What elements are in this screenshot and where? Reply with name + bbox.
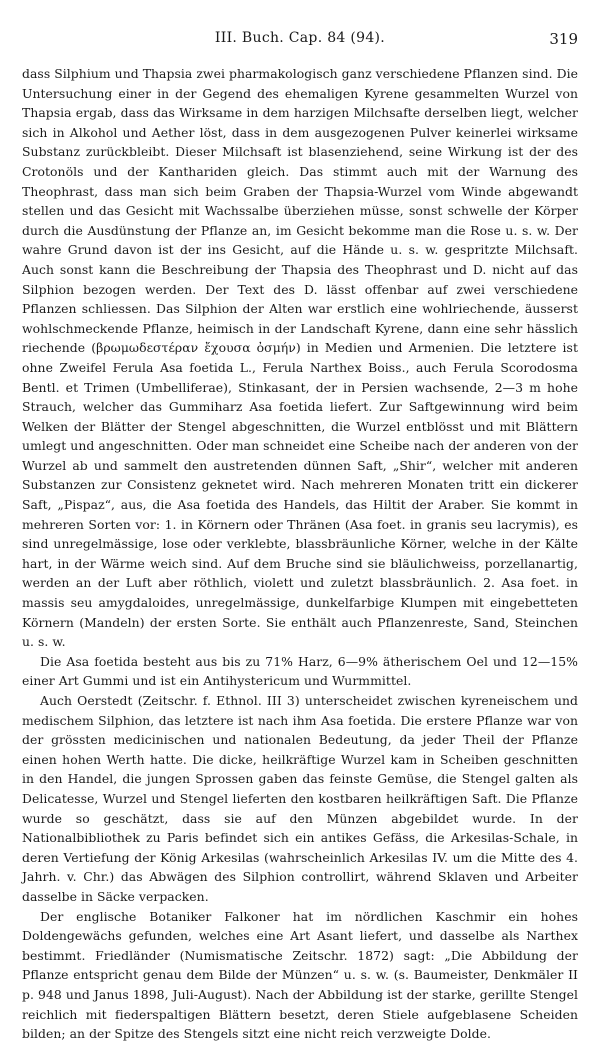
running-head: III. Buch. Cap. 84 (94). bbox=[214, 30, 386, 46]
page-number: 319 bbox=[549, 30, 578, 48]
body-text bbox=[22, 64, 578, 1044]
paragraph-4: Der englische Botaniker Falkoner hat im nördlichen Kaschmir ein hohes Doldengewächs gefunden, welches eine Art Asant liefert, und dasselbe als Narthex bestimmt. Friedländer (Numismatische Zeitschr. 1872) sagt: „Die Abbildung der Pflanze entspricht genau dem Bilde der Münzen“ u. s. w. (s. Baumeister, Denkmäler II p. 948 und Janus 1898, Juli-August). Nach der Abbildung ist der starke, gerillte Stengel reichlich mit fiederspaltigen Blättern besetzt, deren Stiele aufgeblasene Scheiden bilden; an der Spitze des Stengels sitzt eine nicht reich verzweigte Dolde. bbox=[22, 908, 578, 1042]
page-header bbox=[22, 30, 578, 52]
paragraph-3: Auch Oerstedt (Zeitschr. f. Ethnol. III 3) unterscheidet zwischen kyreneischem und medischem Silphion, das letztere ist nach ihm Asa foetida. Die erstere Pflanze war von der grössten medicinischen und nationalen Bedeutung, da jeder Theil der Pflanze einen hohen Werth hatte. Die dicke, heilkräftige Wurzel kam in Scheiben geschnitten in den Handel, die jungen Sprossen gaben das feinste Gemüse, die Stengel galten als Delicatesse, Wurzel und Stengel lieferten den kostbaren heilkräftigen Saft. Die Pflanze wurde so geschätzt, dass sie auf den Münzen abgebildet wurde. In der Nationalbibliothek zu Paris befindet sich ein antikes Gefäss, die Arkesilas-Schale, in deren Vertiefung der König Arkesilas (wahrscheinlich Arkesilas IV. um die Mitte des 4. Jahrh. v. Chr.) das Abwägen des Silphion controllirt, während Sklaven und Arbeiter dasselbe in Säcke verpacken. bbox=[22, 693, 578, 904]
paragraph-2: Die Asa foetida besteht aus bis zu 71% Harz, 6—9% ätherischem Oel und 12—15% einer Art Gummi und ist ein Antihystericum und Wurmmittel. bbox=[22, 653, 578, 689]
paragraph-1: dass Silphium und Thapsia zwei pharmakologisch ganz verschiedene Pflanzen sind. Die Untersuchung einer in der Gegend des ehemaligen Kyrene gesammelten Wurzel von Thapsia ergab, dass das Wirksame in dem harzigen Milchsafte derselben liegt, welcher sich in Alkohol und Aether löst, dass in dem ausgezogenen Pulver keinerlei wirksame Substanz zurückbleibt. Dieser Milchsaft ist blasenziehend, seine Wirkung ist der des Crotonöls und der Kanthariden gleich. Das stimmt auch mit der Warnung des Theophrast, dass man sich beim Graben der Thapsia-Wurzel vom Winde abgewandt stellen und das Gesicht mit Wachssalbe überziehen müsse, sonst schwelle der Körper durch die Ausdünstung der Pflanze an, im Gesicht bekomme man die Rose u. s. w. Der wahre Grund davon ist der ins Gesicht, auf die Hände u. s. w. gespritzte Milchsaft. Auch sonst kann die Beschreibung der Thapsia des Theophrast und D. nicht auf das Silphion bezogen werden. Der Text des D. lässt offenbar auf zwei verschiedene Pflanzen schliessen. Das Silphion der Alten war erstlich eine wohlriechende, äusserst wohlschmeckende Pflanze, heimisch in der Landschaft Kyrene, dann eine sehr hässlich riechende (βρωμωδεστέραν ἔχουσα ὀσμήν) in Medien und Armenien. Die letztere ist ohne Zweifel Ferula Asa foetida L., Ferula Narthex Boiss., auch Ferula Scorodosma Bentl. et Trimen (Umbelliferae), Stinkasant, der in Persien wachsende, 2—3 m hohe Strauch, welcher das Gummiharz Asa foetida liefert. Zur Saftgewinnung wird beim Welken der Blätter der Stengel abgeschnitten, die Wurzel entblösst und mit Blättern umlegt und angeschnitten. Oder man schneidet eine Scheibe nach der anderen von der Wurzel ab und sammelt den austretenden dünnen Saft, „Shir“, welcher mit anderen Substanzen zur Consistenz geknetet wird. Nach mehreren Monaten tritt ein dickerer Saft, „Pispaz“, aus, die Asa foetida des Handels, das Hiltit der Araber. Sie kommt in mehreren Sorten vor: 1. in Körnern oder Thränen (Asa foet. in granis seu lacrymis), es sind unregelmässige, lose oder verklebte, blassbräunliche Körner, welche in der Kälte hart, in der Wärme weich sind. Auf dem Bruche sind sie bläulichweiss, porzellanartig, werden an der Luft aber röthlich, violett und zuletzt blassbräunlich. 2. Asa foet. in massis seu amygdaloides, unregelmässige, dunkelfarbige Klumpen mit eingebetteten Körnern (Mandeln) der ersten Sorte. Sie enthält auch Pflanzenreste, Sand, Steinchen u. s. w. bbox=[22, 66, 578, 650]
